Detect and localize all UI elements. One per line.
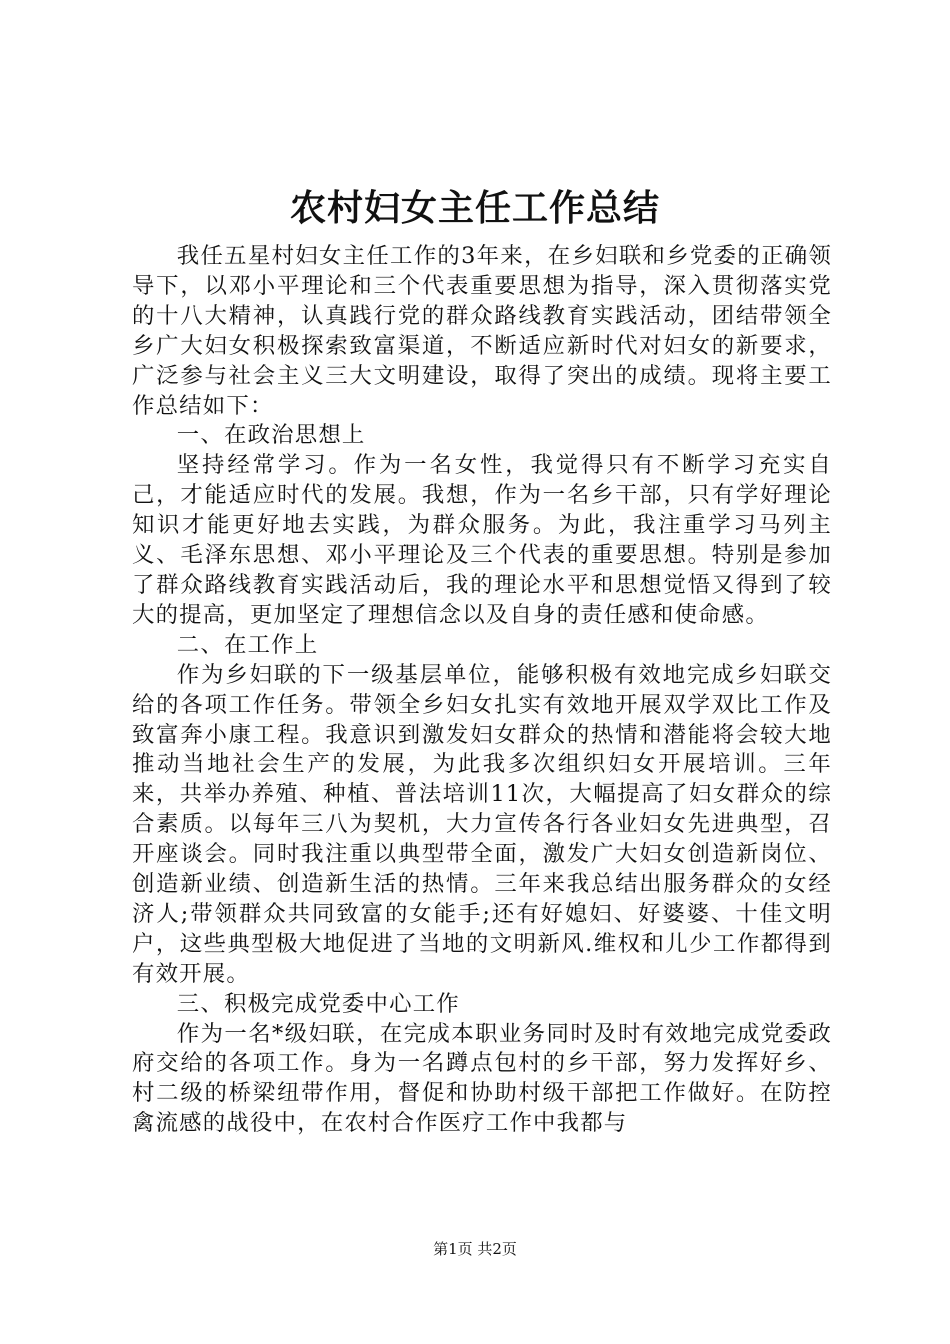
section-heading-work: 二、在工作上	[176, 631, 319, 658]
paragraph-party-tasks: 作为一名*级妇联，在完成本职业务同时及时有效地完成党委政府交给的各项工作。身为一名蹲点包村的乡干部，努力发挥好乡、村二级的桥梁纽带作用，督促和协助村级干部把工作做好。在防控禽流感的战役中，在农村合作医疗工作中我都与	[132, 1020, 832, 1137]
paragraph-political: 坚持经常学习。作为一名女性，我觉得只有不断学习充实自己，才能适应时代的发展。我想，作为一名乡干部，只有学好理论知识才能更好地去实践，为群众服务。为此，我注重学习马列主义、毛泽东思想、邓小平理论及三个代表的重要思想。特别是参加了群众路线教育实践活动后，我的理论水平和思想觉悟又得到了较大的提高，更加坚定了理想信念以及自身的责任感和使命感。	[132, 452, 832, 628]
section-heading-political: 一、在政治思想上	[176, 422, 366, 449]
document-title: 农村妇女主任工作总结	[289, 187, 660, 229]
paragraph-work: 作为乡妇联的下一级基层单位，能够积极有效地完成乡妇联交给的各项工作任务。带领全乡妇女扎实有效地开展双学双比工作及致富奔小康工程。我意识到激发妇女群众的热情和潜能将会较大地推动当地社会生产的发展，为此我多次组织妇女开展培训。三年来，共举办养殖、种植、普法培训11次，大幅提高了妇女群众的综合素质。以每年三八为契机，大力宣传各行各业妇女先进典型，召开座谈会。同时我注重以典型带全面，激发广大妇女创造新岗位、创造新业绩、创造新生活的热情。三年来我总结出服务群众的女经济人;带领群众共同致富的女能手;还有好媳妇、好婆婆、十佳文明户，这些典型极大地促进了当地的文明新风.维权和儿少工作都得到有效开展。	[132, 661, 832, 987]
page-footer: 第1页 共2页	[433, 1240, 517, 1258]
section-heading-party-tasks: 三、积极完成党委中心工作	[176, 990, 460, 1017]
paragraph-intro: 我任五星村妇女主任工作的3年来，在乡妇联和乡党委的正确领导下，以邓小平理论和三个代表重要思想为指导，深入贯彻落实党的十八大精神，认真践行党的群众路线教育实践活动，团结带领全乡广大妇女积极探索致富渠道，不断适应新时代对妇女的新要求，广泛参与社会主义三大文明建设，取得了突出的成绩。现将主要工作总结如下：	[132, 243, 832, 419]
document-body	[132, 242, 832, 1139]
